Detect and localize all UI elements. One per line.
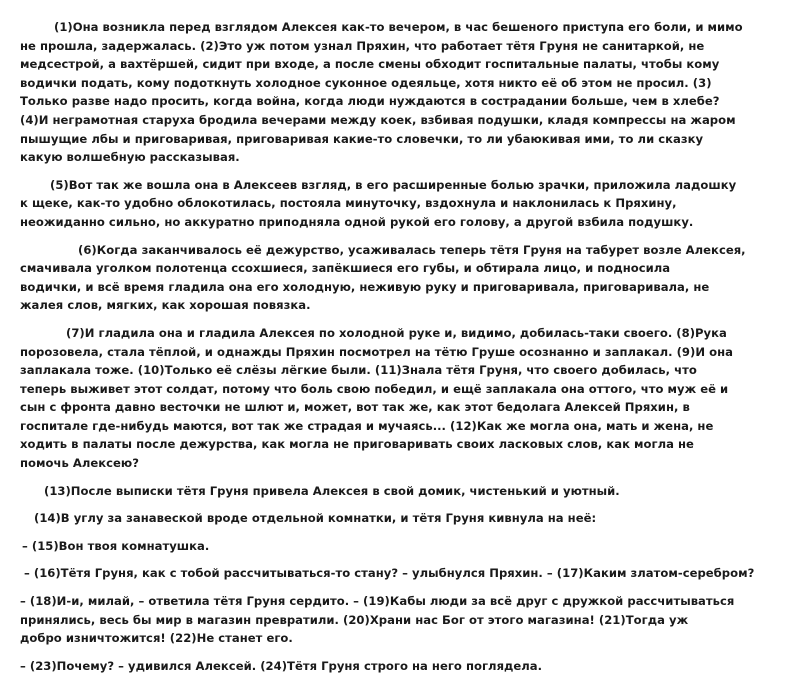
dialogue-line-3: – (18)И-и, милай, – ответила тётя Груня сердито. – (19)Кабы люди за всё друг с дружкой рассчитываться принялись, весь бы мир в магазин превратили. (20)Храни нас Бог от этого магазина! (21)Тогда уж добро изничтожится! (22)Не станет его. [20, 594, 735, 646]
dialogue-line-2: – (16)Тётя Груня, как с тобой рассчитываться-то стану? – улыбнулся Пряхин. – (17)Каким златом-серебром? [24, 566, 755, 581]
dialogue-line-4: – (23)Почему? – удивился Алексей. (24)Тётя Груня строго на него поглядела. [20, 658, 543, 673]
paragraph-6: (14)В углу за занавеской вроде отдельной комнатки, и тётя Груня кивнула на неё: [34, 511, 597, 526]
paragraph-4: (7)И гладила она и гладила Алексея по холодной руке и, видимо, добилась-таки своего. (8)Рука порозовела, стала тёплой, и однажды Пряхин посмотрел на тётю Груше осознанно и заплакал. (9)И она заплакала тоже. (10)Только её слёзы лёгкие были. (11)Знала тётя Груня, что своего добилась, что теперь выживет этот солдат, потому что боль свою победил, и ещё заплакала она оттого, что муж её и сын с фронта давно весточки не шлют и, может, вот так же, как этот бедолага Алексей Пряхин, в госпитале где-нибудь маются, вот так же страдая и мучаясь... (12)Как же могла она, мать и жена, не ходить в палаты после дежурства, как могла не приговаривать своих ласковых слов, как могла не помочь Алексею? [20, 325, 733, 471]
dialogue-line-1: – (15)Вон твоя комнатушка. [22, 538, 210, 553]
paragraph-3: (6)Когда заканчивалось её дежурство, усаживалась теперь тётя Груня на табурет возле Алексея, смачивала уголком полотенца ссохшиеся, запёкшиеся его губы, и обтирала лицо, и подносила водички, и всё время гладила она его холодную, неживую руку и приговаривала, приговаривала, не жалея слов, мягких, как хорошая повязка. [20, 242, 746, 313]
paragraph-5: (13)После выписки тётя Груня привела Алексея в свой домик, чистенький и уютный. [44, 483, 620, 498]
paragraph-1: (1)Она возникла перед взглядом Алексея как-то вечером, в час бешеного приступа его боли, и мимо не прошла, задержалась. (2)Это уж потом узнал Пряхин, что работает тётя Груня не санитаркой, не медсестрой, а вахтёршей, сидит при входе, а после смены обходит госпитальные палаты, чтобы кому водички подать, кому подоткнуть холодное суконное одеяльце, хотя никто её об этом не просил. (3) Только разве надо просить, когда война, когда люди нуждаются в сострадании больше, чем в хлебе? (4)И неграмотная старуха бродила вечерами между коек, взбивая подушки, кладя компрессы на жаром пышущие лбы и приговаривая, приговаривая какие-то словечки, то ли убаюкивая ими, то ли сказку какую волшебную рассказывая. [20, 20, 743, 165]
paragraph-2: (5)Вот так же вошла она в Алексеев взгляд, в его расширенные болью зрачки, приложила ладошку к щеке, как-то удобно облокотилась, постояла минуточку, вздохнула и наклонилась к Пряхину, неожиданно сильно, но аккуратно приподняла одной рукой его голову, а другой взбила подушку. [20, 177, 737, 229]
